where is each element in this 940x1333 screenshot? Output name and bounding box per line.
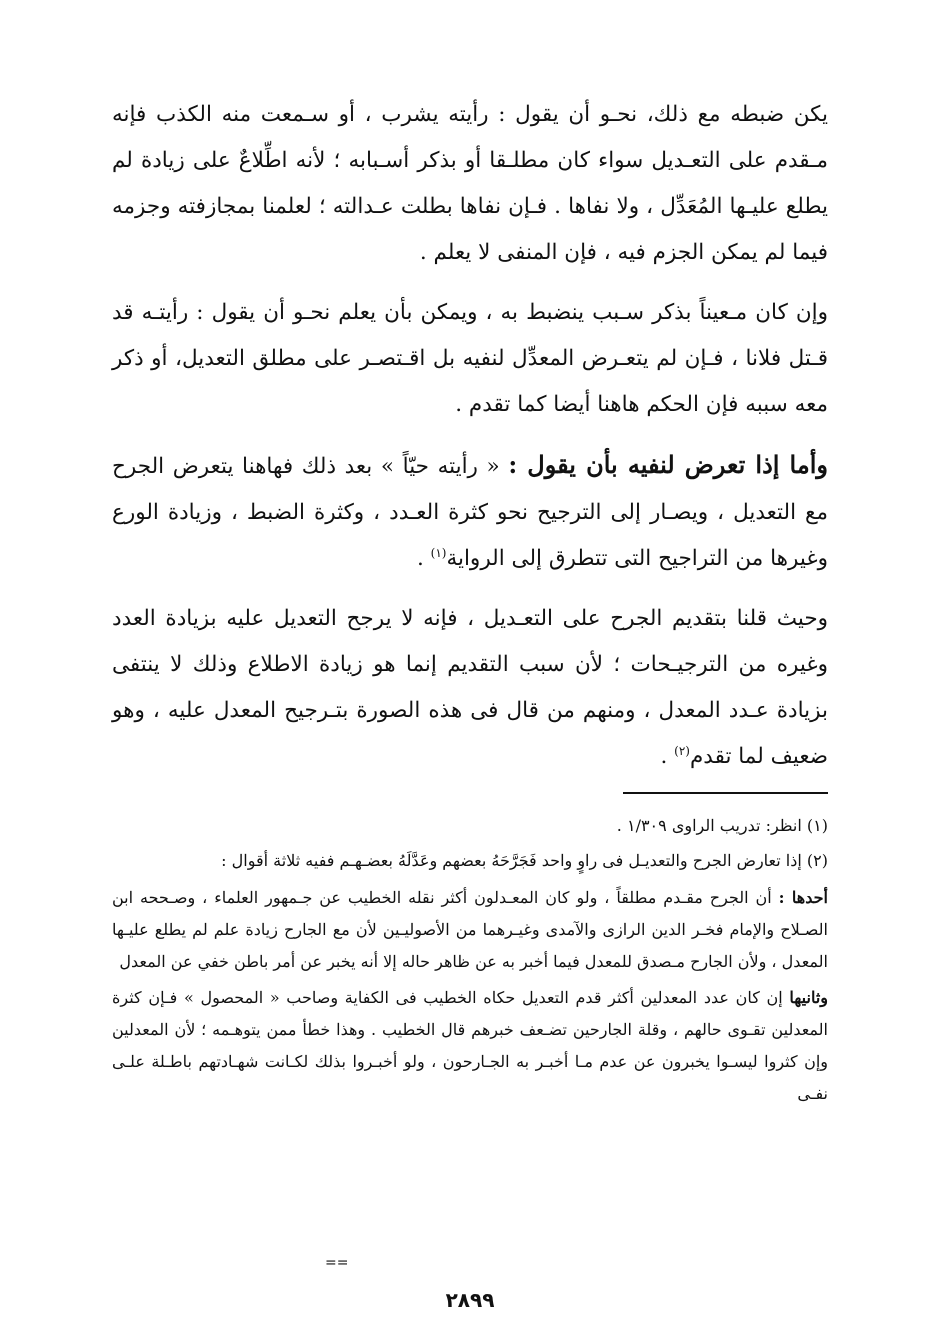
paragraph-4-text: وحيث قلنا بتقديم الجرح على التعـديل ، فإنه لا يرجح التعديل عليه بزيادة العدد وغيره من الترجيـحات ؛ لأن سبب التقديم إنما هو زيادة الاطلاع وذلك لا ينتفى بزيادة عـدد المعدل ، ومنهم من قال فى هذه الصورة بتـرجيح المعدل عليه ، وهو ضعيف لما تقدم bbox=[112, 606, 828, 769]
paragraph-3 bbox=[112, 442, 828, 582]
paragraph-3-lead: وأما إذا تعرض لنفيه بأن يقول : bbox=[508, 450, 828, 479]
opinion-1-text: أن الجرح مقـدم مطلقاً ، ولو كان المعـدلون أكثر نقله الخطيب عن جـمهور العلماء ، وصـححه ابن الصـلاح والإمام فخـر الدين الرازى والآمدى وغيـرهما من الأصوليـين لأن مع الجارح زيادة علم لم يطلع عليـها المعدل ، ولأن الجارح مـصدق للمعدل فيما أخبر به عن ظاهر حاله إلا أنه يخبر عن أمر باطن خفي عن المعدل bbox=[112, 888, 828, 971]
footnotes bbox=[112, 812, 828, 1114]
paragraph-3-text: « رأيته حيّاً » بعد ذلك فهاهنا يتعرض الجرح مع التعديل ، ويصـار إلى الترجيح نحو كثرة العـدد ، وكثرة الضبط ، وزيادة الورع وغيرها من التراجيح التى تتطرق إلى الرواية bbox=[112, 454, 828, 571]
footnote-opinion-1 bbox=[112, 882, 828, 978]
footnote-2: (٢) إذا تعارض الجرح والتعديـل فى راوٍ واحد فَجَرَّحَهُ بعضهم وعَدَّلَهُ بعضـهـم ففيه ثلاثة أقوال : bbox=[221, 851, 828, 870]
paragraph-2-text: وإن كان مـعيناً بذكر سـبب ينضبط به ، ويمكن بأن يعلم نحـو أن يقول : رأيتـه قد قـتل فلانا ، فـإن لم يتعـرض المعدِّل لنفيه بل اقـتصـر على مطلق التعديل، أو ذكر معه سببه فإن الحكم هاهنا أيضا كما تقدم . bbox=[112, 300, 828, 417]
paragraph-4-end: . bbox=[660, 744, 675, 769]
opinion-2-heading: وثانيها bbox=[789, 988, 829, 1007]
paragraph-4 bbox=[112, 596, 828, 780]
main-text bbox=[112, 92, 828, 794]
opinion-1-heading: أحدها : bbox=[778, 888, 828, 907]
footnote-divider bbox=[623, 792, 828, 794]
footnote-ref-1: (١) bbox=[430, 545, 447, 560]
paragraph-1 bbox=[112, 92, 828, 276]
opinion-2-text: إن كان عدد المعدلين أكثر قدم التعديل حكاه الخطيب فى الكفاية وصاحب « المحصول » فـإن كثرة المعدلين تقـوى حالهم ، وقلة الجارحين تضـعف خبرهم قال الخطيب . وهذا خطأ ممن يتوهـمه ؛ لأن المعدلين وإن كثروا ليسـوا يخبرون عن عدم مـا أخبـر به الجـارحون ، ولو أخبـروا بذلك لكـانت شهـادتهم باطـلة علـى نفـى bbox=[112, 988, 828, 1103]
paragraph-1-text: يكن ضبطه مع ذلك، نحـو أن يقول : رأيته يشرب ، أو سـمعت منه الكذب فإنه مـقدم على التعـديل سواء كان مطلـقا أو بذكر أسـبابه ؛ لأنه اطِّلاعٌ على زيادة لم يطلع عليـها المُعَدِّل ، ولا نفاها . فـإن نفاها بطلت عـدالته ؛ لعلمنا بمجازفته وجزمه فيما لم يمكن الجزم فيه ، فإن المنفى لا يعلم . bbox=[112, 102, 828, 265]
paragraph-2 bbox=[112, 290, 828, 428]
footnote-opinion-2 bbox=[112, 982, 828, 1110]
footnote-1: (١) انظر: تدريب الراوى ١/٣٠٩ . bbox=[616, 816, 828, 835]
paragraph-3-end: . bbox=[416, 546, 431, 571]
footnote-ref-2: (٢) bbox=[674, 743, 690, 758]
continuation-mark: == bbox=[325, 1255, 349, 1271]
page-number: ٢٨٩٩ bbox=[445, 1288, 495, 1312]
